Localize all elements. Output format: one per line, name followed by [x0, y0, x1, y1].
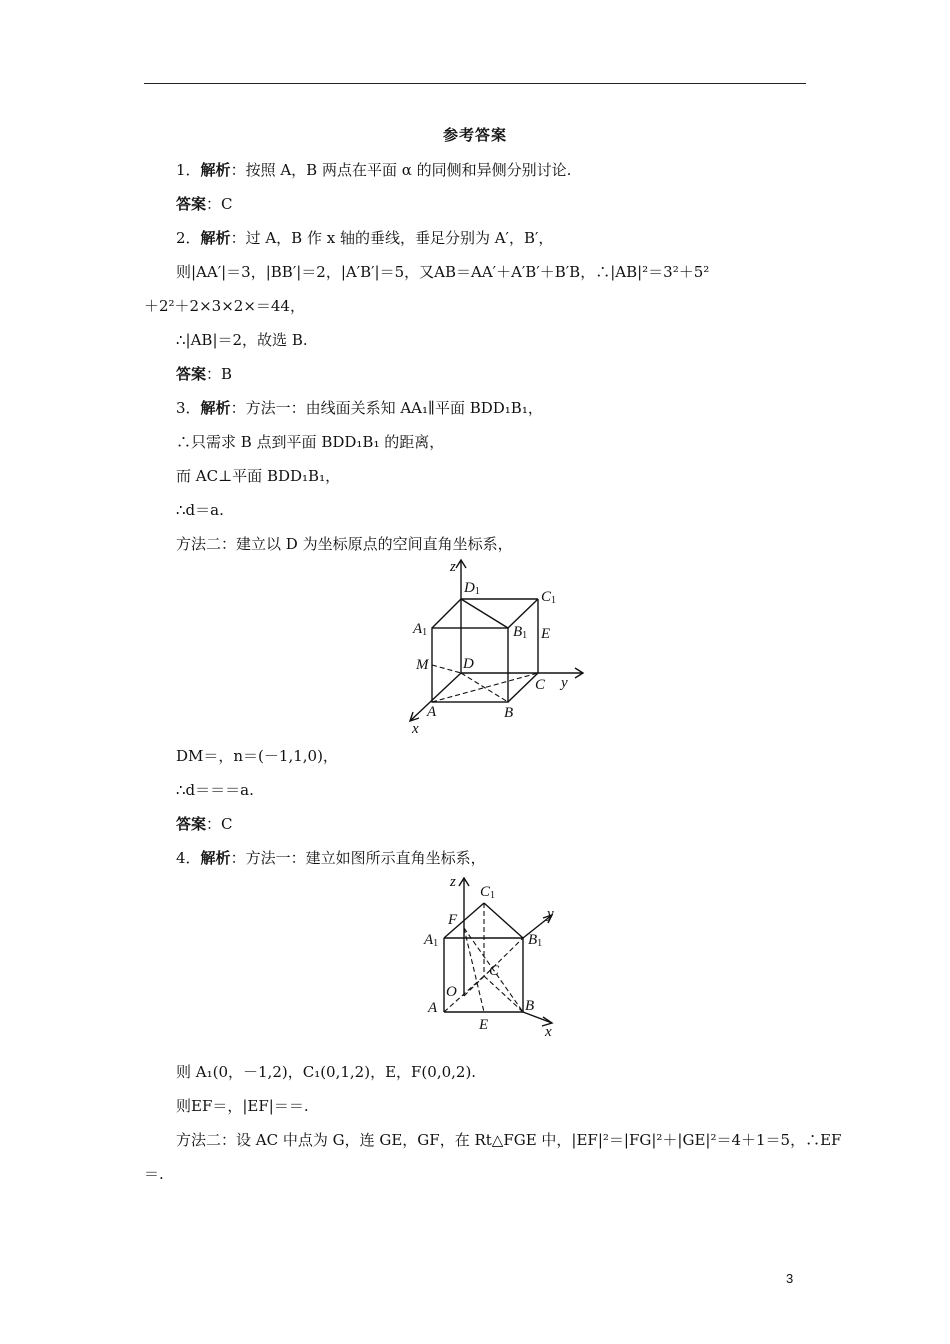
answer-3-line-2: ∴只需求 B 点到平面 BDD₁B₁ 的距离，	[176, 433, 445, 451]
fig1-label-b: B	[504, 705, 514, 721]
fig1-label-c1: C1	[541, 589, 557, 606]
header-rule	[144, 83, 806, 84]
fig1-label-b1: B1	[513, 624, 528, 641]
fig2-label-c1: C1	[480, 884, 496, 901]
answer-4-method-2: 方法二：设 AC 中点为 G，连 GE，GF，在 Rt△FGE 中，|EF|²＝|FG|²＋|GE|²＝4＋1＝5，∴EF	[176, 1131, 842, 1149]
fig2-label-e: E	[479, 1017, 489, 1033]
page-number: 3	[786, 1271, 794, 1286]
answer-4-method-2-end: ＝.	[144, 1165, 164, 1183]
answer-2-line-2: 则|AA′|＝3，|BB′|＝2，|A′B′|＝5，又AB＝AA′＋A′B′＋B′B，∴|AB|²＝3²＋5²	[176, 263, 710, 281]
fig2-label-x: x	[545, 1024, 552, 1040]
fig1-label-a1: A1	[413, 621, 428, 638]
answer-3-result: 答案：C	[176, 815, 233, 833]
fig1-label-e: E	[541, 626, 551, 642]
fig2-label-a1: A1	[424, 932, 439, 949]
answer-2-line-3: ＋2²＋2×3×2×＝44，	[144, 297, 305, 315]
answer-4-analysis: 4．解析：方法一：建立如图所示直角坐标系，	[176, 849, 486, 867]
fig2-label-c: C	[489, 963, 500, 979]
fig1-label-y: y	[561, 675, 568, 691]
answer-4-coordinates: 则 A₁(0，－1,2)，C₁(0,1,2)，E，F(0,0,2).	[176, 1063, 477, 1081]
figure-cube-coordinates	[405, 556, 605, 736]
fig2-label-b: B	[525, 998, 535, 1014]
section-title: 参考答案	[442, 126, 507, 144]
answer-1-analysis: 1．解析：按照 A，B 两点在平面 α 的同侧和异侧分别讨论.	[176, 161, 572, 179]
fig1-label-d: D	[463, 656, 474, 672]
fig1-label-d1: D1	[464, 580, 480, 597]
fig2-label-a: A	[428, 1000, 438, 1016]
fig1-label-c: C	[535, 677, 546, 693]
answer-3-line-3: 而 AC⊥平面 BDD₁B₁，	[176, 467, 341, 485]
answer-3-analysis: 3．解析：方法一：由线面关系知 AA₁∥平面 BDD₁B₁，	[176, 399, 543, 417]
answer-1-result: 答案：C	[176, 195, 233, 213]
fig2-label-o: O	[446, 984, 457, 1000]
fig2-label-f: F	[448, 912, 458, 928]
answer-2-line-4: ∴|AB|＝2，故选 B.	[176, 331, 308, 349]
fig2-label-z: z	[450, 874, 456, 890]
answer-3-line-4: ∴d＝a.	[176, 501, 224, 519]
fig1-label-m: M	[416, 657, 429, 673]
fig1-label-x: x	[412, 721, 419, 737]
fig1-label-a: A	[427, 704, 437, 720]
answer-3-method-2: 方法二：建立以 D 为坐标原点的空间直角坐标系，	[176, 535, 513, 553]
answer-3-vectors: DM＝，n＝(－1,1,0)，	[176, 747, 338, 765]
answer-4-ef-vector: 则EF＝，|EF|＝＝.	[176, 1097, 309, 1115]
answer-3-distance: ∴d＝＝＝a.	[176, 781, 254, 799]
figure-prism-coordinates	[422, 868, 572, 1040]
fig2-label-b1: B1	[528, 932, 543, 949]
fig2-label-y: y	[547, 906, 554, 922]
answer-2-analysis: 2．解析：过 A，B 作 x 轴的垂线，垂足分别为 A′，B′，	[176, 229, 554, 247]
fig1-label-z: z	[450, 559, 456, 575]
answer-2-result: 答案：B	[176, 365, 233, 383]
